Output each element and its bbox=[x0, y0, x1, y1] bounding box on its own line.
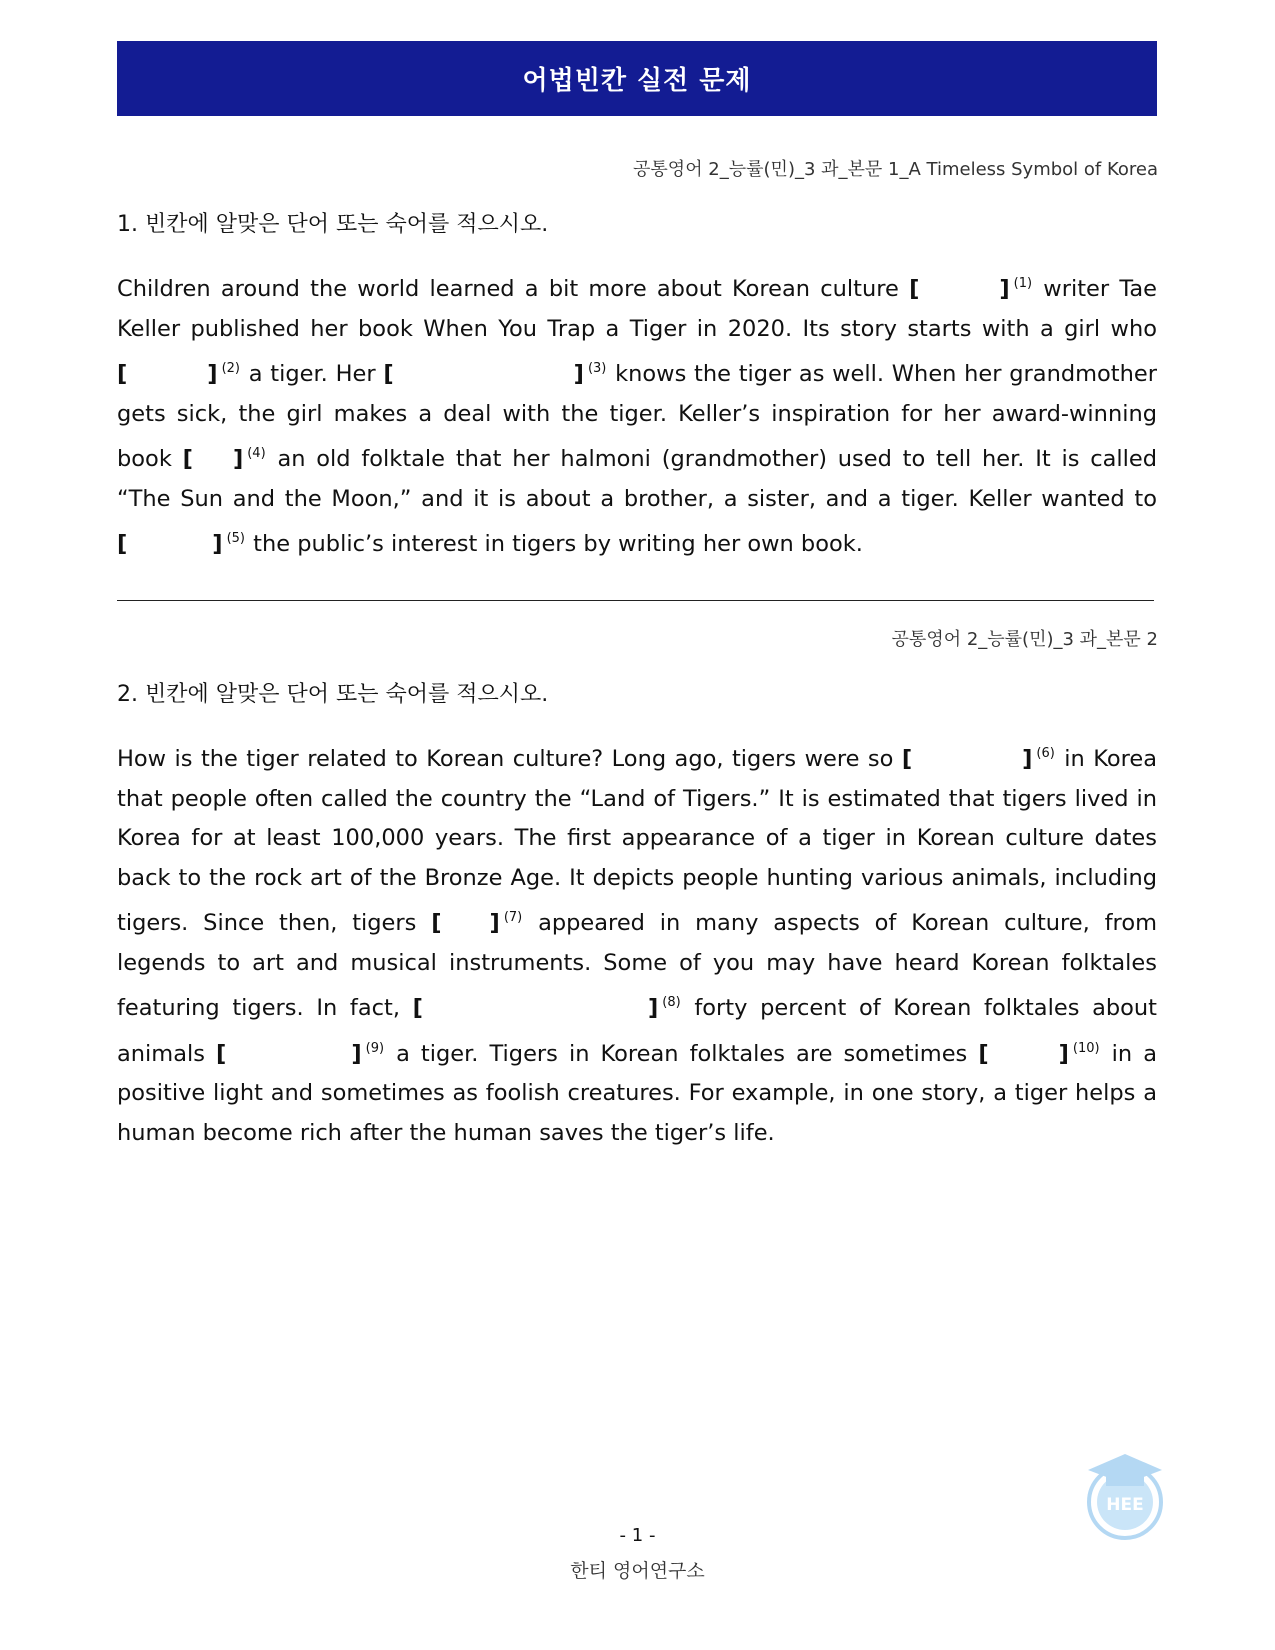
passage-text: Children around the world learned a bit more about Korean culture bbox=[117, 276, 910, 302]
page-title: 어법빈칸 실전 문제 bbox=[117, 41, 1157, 116]
answer-blank[interactable]: [ ] bbox=[412, 995, 659, 1021]
passage-text: in Korea that people often called the country the “Land of Tigers.” It is estimated that tigers lived in Korea for at least 100,000 years. The first appearance of a tiger in Korean culture dates back to the rock art of the Bronze Age. It depicts people hunting various animals, including tigers. Since then, tigers bbox=[117, 746, 1158, 936]
passage-text: How is the tiger related to Korean culture? Long ago, tigers were so bbox=[117, 746, 902, 772]
passage-text: a tiger. Her bbox=[241, 361, 384, 387]
answer-blank[interactable]: [ ] bbox=[182, 446, 244, 472]
section-divider bbox=[117, 600, 1154, 601]
blank-number: (2) bbox=[221, 361, 241, 376]
answer-blank[interactable]: [ ] bbox=[978, 1040, 1069, 1067]
blank-number: (1) bbox=[1013, 276, 1033, 291]
source-label-1: 공통영어 2_능률(민)_3 과_본문 1_A Timeless Symbol of Korea bbox=[633, 159, 1158, 180]
blank-number: (9) bbox=[365, 1040, 385, 1056]
blank-number: (4) bbox=[247, 446, 266, 461]
source-label-2: 공통영어 2_능률(민)_3 과_본문 2 bbox=[891, 629, 1158, 650]
footer-org: 한티 영어연구소 bbox=[570, 1560, 705, 1582]
answer-blank[interactable]: [ ] bbox=[383, 361, 584, 387]
blank-number: (3) bbox=[587, 361, 607, 376]
passage-1 bbox=[117, 264, 1157, 565]
blank-number: (5) bbox=[226, 531, 246, 546]
answer-blank[interactable]: [ ] bbox=[901, 746, 1033, 772]
answer-blank[interactable]: [ ] bbox=[909, 276, 1010, 302]
passage-text: an old folktale that her halmoni (grandmother) used to tell her. It is called “The Sun and the Moon,” and it is about a brother, a sister, and a tiger. Keller wanted to bbox=[117, 446, 1157, 512]
answer-blank[interactable]: [ ] bbox=[216, 1040, 362, 1067]
question-2: 2. 빈칸에 알맞은 단어 또는 숙어를 적으시오. bbox=[117, 682, 549, 707]
answer-blank[interactable]: [ ] bbox=[117, 531, 223, 557]
passage-text: a tiger. Tigers in Korean folktales are sometimes bbox=[385, 1040, 979, 1067]
blank-number: (8) bbox=[662, 995, 681, 1010]
passage-text: the public’s interest in tigers by writing her own book. bbox=[246, 531, 863, 557]
question-1: 1. 빈칸에 알맞은 단어 또는 숙어를 적으시오. bbox=[117, 212, 549, 237]
passage-text: writer Tae Keller published her book When You Trap a Tiger in 2020. Its story starts with a girl who bbox=[117, 276, 1157, 342]
answer-blank[interactable]: [ ] bbox=[431, 910, 500, 936]
page-number: - 1 - bbox=[619, 1525, 656, 1546]
passage-text: knows the tiger as well. When her grandmother gets sick, the girl makes a deal with the tiger. Keller’s inspiration for her award-winning book bbox=[117, 361, 1157, 472]
passage-text: in a positive light and sometimes as foolish creatures. For example, in one story, a tiger helps a human become rich after the human saves the tiger’s life. bbox=[117, 1040, 1157, 1146]
logo-text: HEE bbox=[1106, 1495, 1144, 1515]
graduation-cap-icon bbox=[1088, 1454, 1162, 1486]
passage-text: appeared in many aspects of Korean culture, from legends to art and musical instruments. Some of you may have heard Korean folktales featuring tigers. In fact, bbox=[117, 910, 1157, 1021]
passage-text: forty percent of Korean folktales about animals bbox=[117, 995, 1158, 1067]
passage-2 bbox=[117, 734, 1157, 1153]
blank-number: (10) bbox=[1072, 1040, 1100, 1056]
blank-number: (6) bbox=[1036, 746, 1055, 761]
answer-blank[interactable]: [ ] bbox=[117, 361, 218, 387]
blank-number: (7) bbox=[503, 910, 523, 925]
